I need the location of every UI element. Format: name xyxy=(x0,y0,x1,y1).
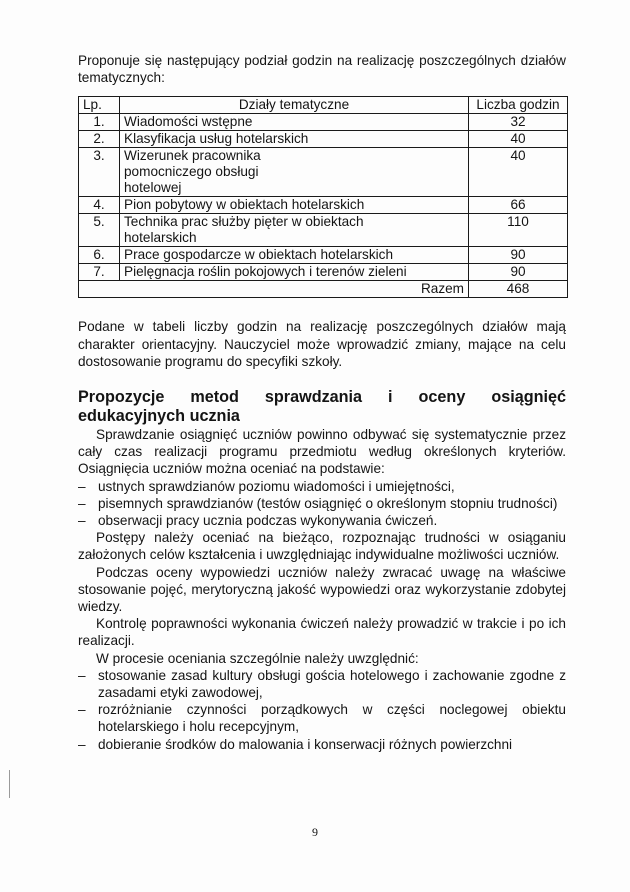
row-hours: 40 xyxy=(469,131,568,148)
header-hours: Liczba godzin xyxy=(469,97,568,114)
page-number: 9 xyxy=(312,825,318,839)
table-row xyxy=(79,247,568,264)
total-label: Razem xyxy=(79,281,469,298)
table-row xyxy=(79,197,568,214)
row-topic: Technika prac służby pięter w obiektach hotelarskich xyxy=(120,214,469,247)
paragraph-exercise-control: Kontrolę poprawności wykonania ćwiczeń należy prowadzić w trakcie i po ich realizacji. xyxy=(78,616,566,649)
hours-table xyxy=(78,96,568,298)
table-total-row xyxy=(79,281,568,298)
list-item: – obserwacji pracy ucznia podczas wykonywania ćwiczeń. xyxy=(78,512,566,529)
section-heading-line2: edukacyjnych ucznia xyxy=(78,407,240,426)
list-item: – stosowanie zasad kultury obsługi gościa hotelowego i zachowanie zgodne z zasadami etyki zawodowej, xyxy=(78,667,566,701)
row-hours: 90 xyxy=(469,247,568,264)
row-hours: 32 xyxy=(469,114,568,131)
row-topic: Wizerunek pracownika pomocniczego obsługi hotelowej xyxy=(120,148,469,197)
row-topic: Prace gospodarcze w obiektach hotelarskich xyxy=(120,247,469,264)
row-hours: 90 xyxy=(469,264,568,281)
intro-paragraph: Proponuje się następujący podział godzin na realizację poszczególnych działów tematycznych: xyxy=(78,53,566,86)
row-lp: 6. xyxy=(79,247,120,264)
table-row xyxy=(79,148,568,197)
row-hours: 110 xyxy=(469,214,568,247)
header-topic: Działy tematyczne xyxy=(120,97,469,114)
paragraph-oral-evaluation: Podczas oceny wypowiedzi uczniów należy zwracać uwagę na właściwe stosowanie pojęć, merytoryczną jakość wypowiedzi oraz wykorzystanie zdobytej wiedzy. xyxy=(78,564,566,615)
total-value: 468 xyxy=(469,281,568,298)
note-paragraph: Podane w tabeli liczby godzin na realizację poszczególnych działów mają charakter orientacyjny. Nauczyciel może wprowadzić zmiany, mające na celu dostosowanie programu do specyfiki szkoły. xyxy=(78,319,566,369)
row-lp: 1. xyxy=(79,114,120,131)
row-hours: 40 xyxy=(469,148,568,197)
assessment-methods-list xyxy=(78,478,566,530)
paragraph-evaluation-criteria: W procesie oceniania szczególnie należy uwzględnić: xyxy=(96,650,419,666)
row-topic: Klasyfikacja usług hotelarskich xyxy=(120,131,469,148)
table-row xyxy=(79,114,568,131)
table-row xyxy=(79,264,568,281)
paragraph-assessment-basis: Sprawdzanie osiągnięć uczniów powinno odbywać się systematycznie przez cały czas realizacji programu przedmiotu według określonych kryteriów. Osiągnięcia uczniów można oceniać na podstawie: xyxy=(78,427,566,477)
table-header-row xyxy=(79,97,568,114)
row-lp: 5. xyxy=(79,214,120,247)
header-lp: Lp. xyxy=(79,97,120,114)
row-lp: 3. xyxy=(79,148,120,197)
section-heading-line1: Propozycje metod sprawdzania i oceny osiągnięć xyxy=(78,388,566,407)
document-page xyxy=(78,52,566,753)
row-lp: 2. xyxy=(79,131,120,148)
row-lp: 7. xyxy=(79,264,120,281)
list-item: – ustnych sprawdzianów poziomu wiadomości i umiejętności, xyxy=(78,478,566,495)
list-item: – rozróżnianie czynności porządkowych w części noclegowej obiektu hotelarskiego i holu recepcyjnym, xyxy=(78,701,566,735)
row-hours: 66 xyxy=(469,197,568,214)
scan-margin-mark xyxy=(9,770,10,798)
list-item: – dobieranie środków do malowania i konserwacji różnych powierzchni xyxy=(78,736,566,753)
table-row xyxy=(79,131,568,148)
row-topic: Wiadomości wstępne xyxy=(120,114,469,131)
paragraph-progress: Postępy należy oceniać na bieżąco, rozpoznając trudności w osiąganiu założonych celów kształcenia i uwzględniając indywidualne możliwości uczniów. xyxy=(78,530,566,563)
table-row xyxy=(79,214,568,247)
row-topic: Pielęgnacja roślin pokojowych i terenów zieleni xyxy=(120,264,469,281)
section-heading xyxy=(78,388,566,426)
list-item: – pisemnych sprawdzianów (testów osiągnięć o określonym stopniu trudności) xyxy=(78,495,566,512)
evaluation-criteria-list xyxy=(78,667,566,753)
row-topic: Pion pobytowy w obiektach hotelarskich xyxy=(120,197,469,214)
row-lp: 4. xyxy=(79,197,120,214)
